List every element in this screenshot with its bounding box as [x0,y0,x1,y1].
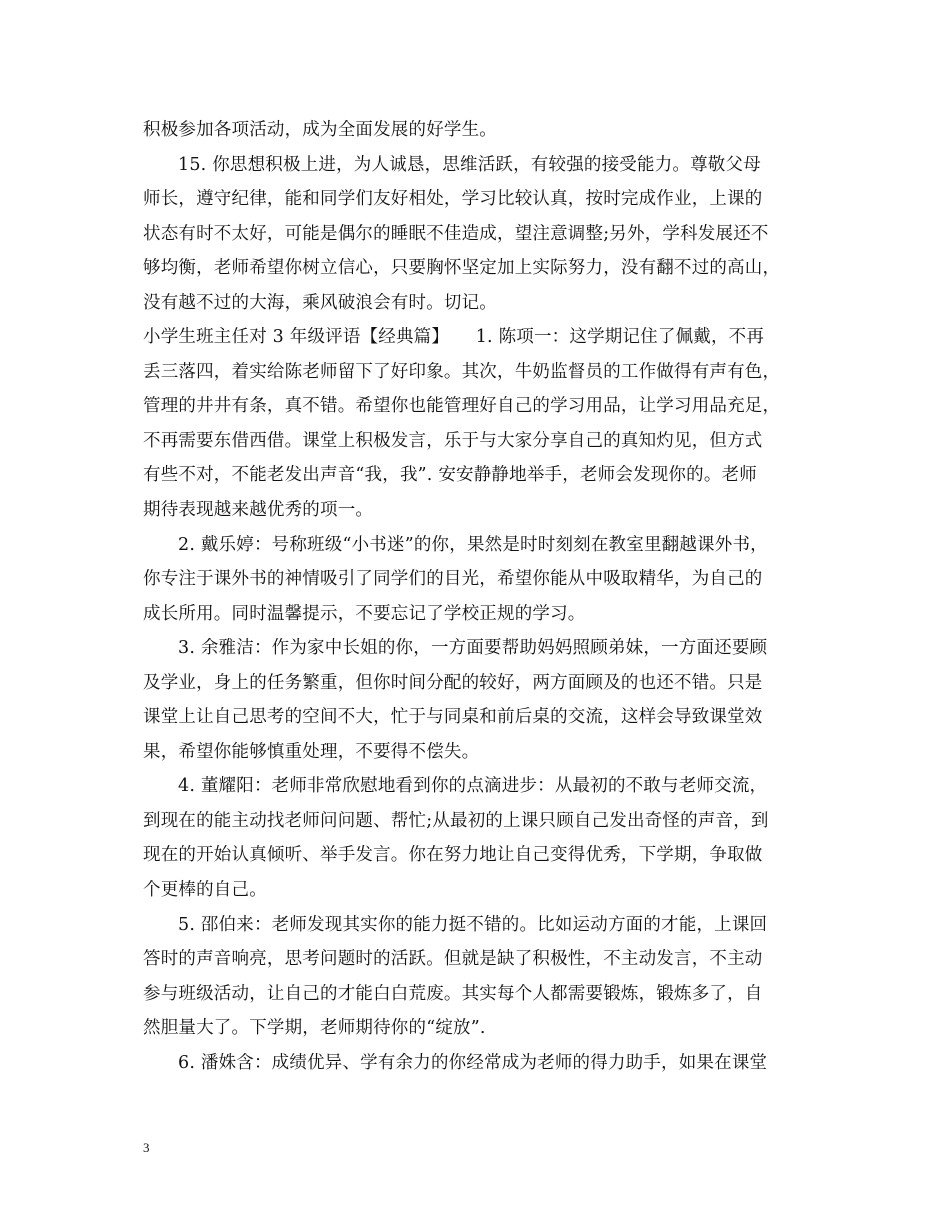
text-line: 小学生班主任对 3 年级评语【经典篇】 1. 陈项一：这学期记住了佩戴，不再 [143,327,765,348]
text-line: 然胆量大了。下学期，老师期待你的“绽放”. [143,1018,486,1039]
text-line: 2. 戴乐婷：号称班级“小书迷”的你，果然是时时刻刻在教室里翻越课外书， [178,534,768,555]
text-line: 期待表现越来越优秀的项一。 [143,500,374,521]
text-line: 15. 你思想积极上进，为人诚恳，思维活跃，有较强的接受能力。尊敬父母 [178,154,761,175]
text-line: 成长所用。同时温馨提示，不要忘记了学校正规的学习。 [143,603,586,624]
text-line: 有些不对，不能老发出声音“我，我”. 安安静静地举手，老师会发现你的。老师 [143,465,757,486]
text-line: 师长，遵守纪律，能和同学们友好相处，学习比较认真，按时完成作业，上课的 [143,189,763,210]
text-line: 不再需要东借西借。课堂上积极发言，乐于与大家分享自己的真知灼见，但方式 [143,430,763,451]
text-line: 到现在的能主动找老师问问题、帮忙;从最初的上课只顾自己发出奇怪的声音，到 [143,810,769,831]
text-line: 3. 余雅洁：作为家中长姐的你，一方面要帮助妈妈照顾弟妹，一方面还要顾 [178,638,768,659]
text-line: 答时的声音响亮，思考问题时的活跃。但就是缺了积极性，不主动发言，不主动 [143,949,763,970]
text-line: 5. 邵伯来：老师发现其实你的能力挺不错的。比如运动方面的才能，上课回 [178,914,768,935]
text-line: 果，希望你能够慎重处理，不要得不偿失。 [143,741,480,762]
page-number: 3 [143,1140,150,1155]
text-line: 没有越不过的大海，乘风破浪会有时。切记。 [143,292,497,313]
text-line: 6. 潘姝含：成绩优异、学有余力的你经常成为老师的得力助手，如果在课堂 [178,1052,768,1073]
text-line: 参与班级活动，让自己的才能白白荒废。其实每个人都需要锻炼，锻炼多了，自 [143,983,763,1004]
text-line: 丢三落四，着实给陈老师留下了好印象。其次，牛奶监督员的工作做得有声有色， [143,361,781,382]
text-line: 4. 董耀阳：老师非常欣慰地看到你的点滴进步：从最初的不敢与老师交流， [178,776,768,797]
text-line: 状态有时不太好，可能是偶尔的睡眠不佳造成，望注意调整;另外，学科发展还不 [143,223,769,244]
text-line: 现在的开始认真倾听、举手发言。你在努力地让自己变得优秀，下学期，争取做 [143,845,763,866]
document-body [143,113,823,1080]
text-line: 积极参加各项活动，成为全面发展的好学生。 [143,120,497,140]
text-line: 课堂上让自己思考的空间不大，忙于与同桌和前后桌的交流，这样会导致课堂效 [143,707,763,728]
text-line: 个更棒的自己。 [143,880,267,901]
text-line: 管理的井井有条，真不错。希望你也能管理好自己的学习用品，让学习用品充足， [143,396,781,417]
text-line: 及学业，身上的任务繁重，但你时间分配的较好，两方面顾及的也还不错。只是 [143,672,763,693]
text-line: 够均衡，老师希望你树立信心，只要胸怀坚定加上实际努力，没有翻不过的高山， [143,258,781,279]
text-line: 你专注于课外书的神情吸引了同学们的目光，希望你能从中吸取精华，为自己的 [143,569,763,590]
